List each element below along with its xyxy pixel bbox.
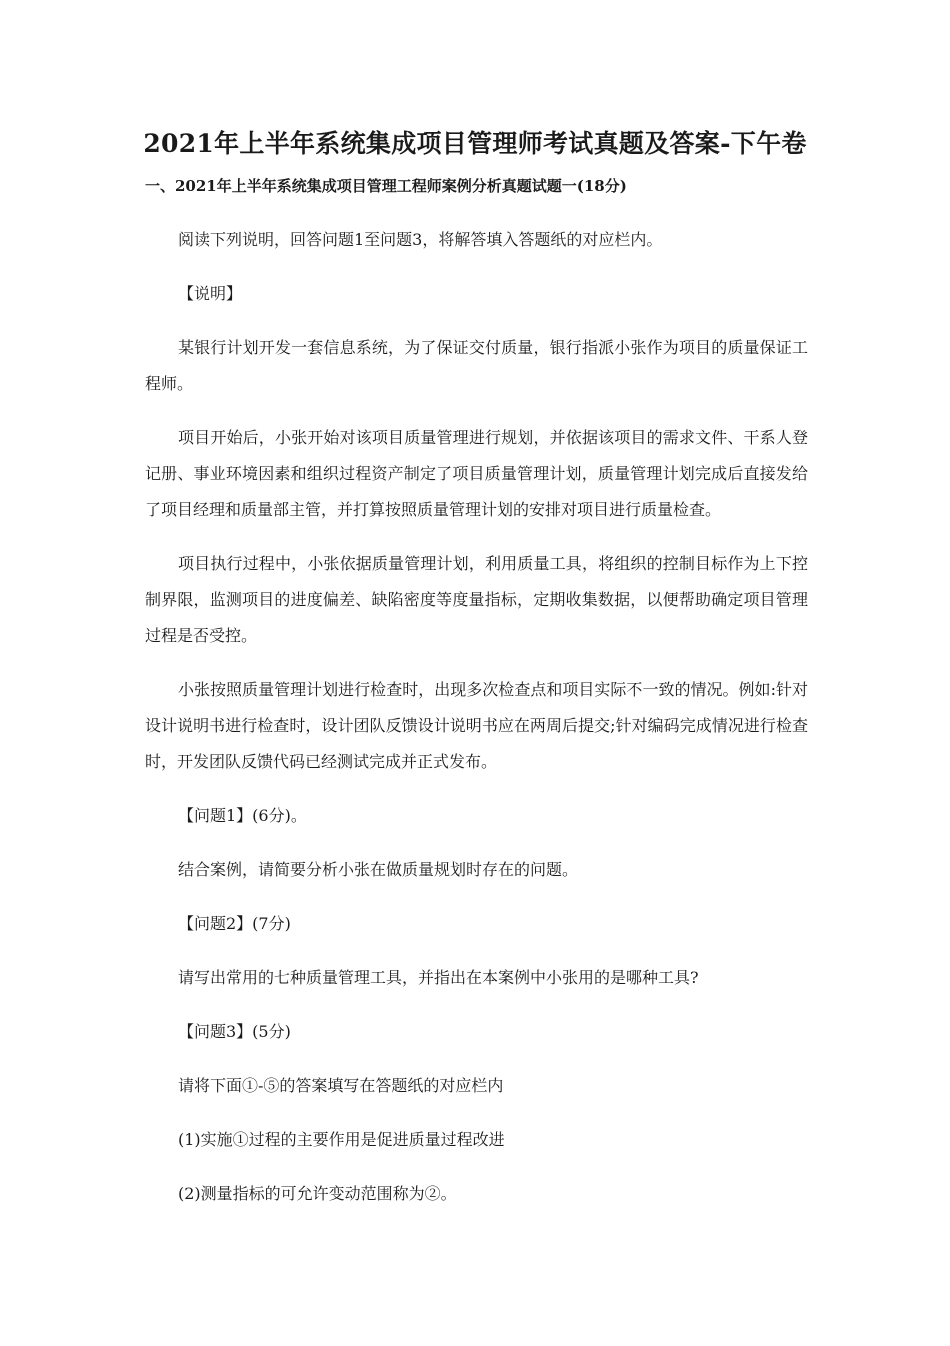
case-paragraph-2: 项目开始后，小张开始对该项目质量管理进行规划，并依据该项目的需求文件、干系人登记册、事业环境因素和组织过程资产制定了项目质量管理计划，质量管理计划完成后直接发给了项目经理和质量部主管，并打算按照质量管理计划的安排对项目进行质量检查。: [145, 428, 808, 519]
question-3-item-1: (1)实施①过程的主要作用是促进质量过程改进: [178, 1130, 505, 1149]
section-heading: 一、2021年上半年系统集成项目管理工程师案例分析真题试题一(18分): [145, 177, 627, 195]
question-1-text: 结合案例，请简要分析小张在做质量规划时存在的问题。: [178, 860, 579, 879]
description-label: 【说明】: [178, 284, 243, 303]
case-paragraph-4: 小张按照质量管理计划进行检查时，出现多次检查点和项目实际不一致的情况。例如:针对设计说明书进行检查时，设计团队反馈设计说明书应在两周后提交;针对编码完成情况进行检查时，开发团队反馈代码已经测试完成并正式发布。: [145, 680, 808, 771]
question-3-item-2: (2)测量指标的可允许变动范围称为②。: [178, 1184, 457, 1203]
document-title: 2021年上半年系统集成项目管理师考试真题及答案-下午卷: [143, 129, 807, 158]
question-3-heading: 【问题3】(5分): [178, 1022, 291, 1041]
case-paragraph-3: 项目执行过程中，小张依据质量管理计划，利用质量工具，将组织的控制目标作为上下控制界限，监测项目的进度偏差、缺陷密度等度量指标，定期收集数据，以便帮助确定项目管理过程是否受控。: [145, 554, 808, 645]
instruction-paragraph: 阅读下列说明，回答问题1至问题3，将解答填入答题纸的对应栏内。: [178, 230, 663, 249]
question-2-heading: 【问题2】(7分): [178, 914, 291, 933]
question-1-heading: 【问题1】(6分)。: [178, 806, 307, 825]
case-paragraph-1: 某银行计划开发一套信息系统，为了保证交付质量，银行指派小张作为项目的质量保证工程师。: [145, 338, 808, 393]
question-2-text: 请写出常用的七种质量管理工具，并指出在本案例中小张用的是哪种工具?: [178, 968, 699, 987]
question-3-text: 请将下面①-⑤的答案填写在答题纸的对应栏内: [178, 1076, 504, 1095]
